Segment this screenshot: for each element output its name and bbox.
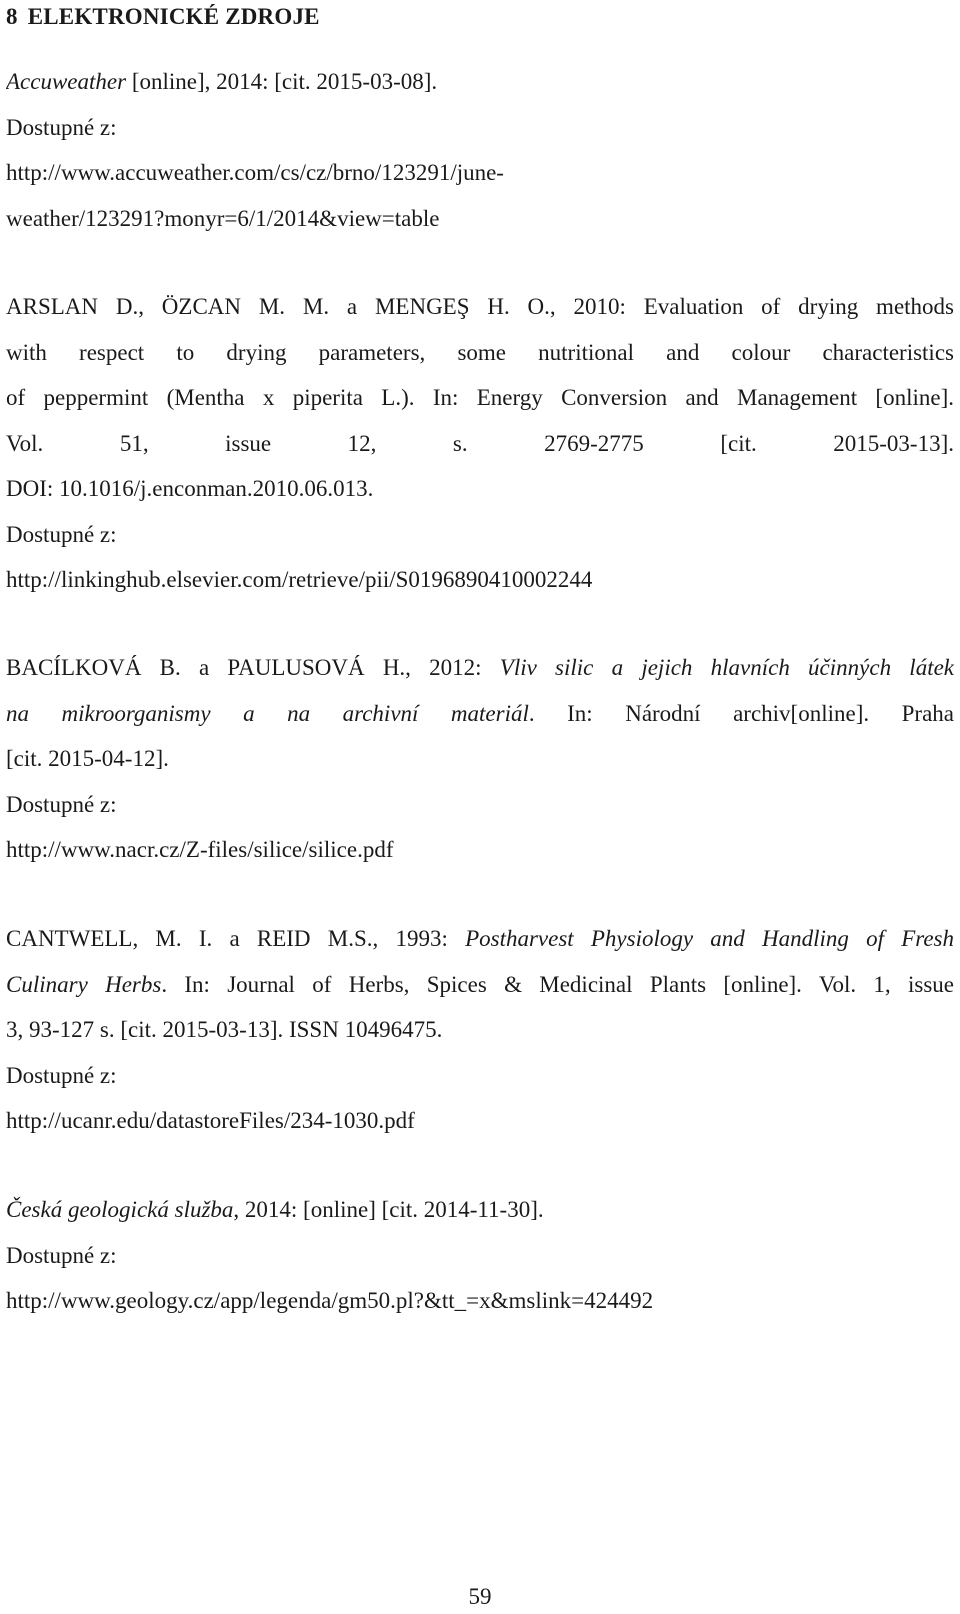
document-page xyxy=(6,0,954,1614)
section-number: 8 xyxy=(6,4,18,29)
reference-entry-arslan xyxy=(6,284,954,603)
reference-line xyxy=(6,962,954,1008)
reference-line xyxy=(6,512,954,558)
reference-text: , 2014: [online] [cit. 2014-11-30]. xyxy=(233,1197,544,1222)
section-title: ELEKTRONICKÉ ZDROJE xyxy=(27,4,320,29)
reference-url-line xyxy=(6,1278,954,1324)
reference-entry-bacilkova xyxy=(6,645,954,873)
reference-text: . In: Journal of Herbs, Spices & Medicinal Plants [online]. Vol. 1, issue xyxy=(161,971,954,997)
reference-url-line xyxy=(6,1098,954,1144)
reference-text: ARSLAN D., ÖZCAN M. M. a MENGEŞ H. O., 2010: Evaluation of drying methods xyxy=(6,294,954,319)
reference-url: http://www.nacr.cz/Z-files/silice/silice.pdf xyxy=(6,837,394,862)
reference-text: CANTWELL, M. I. a REID M.S., 1993: xyxy=(6,926,466,951)
reference-line xyxy=(6,1007,954,1053)
reference-text-italic: na mikroorganismy a na archivní materiál xyxy=(6,700,529,726)
reference-url-line xyxy=(6,196,954,242)
reference-line xyxy=(6,421,954,467)
reference-url-line xyxy=(6,557,954,603)
available-at-label: Dostupné z: xyxy=(6,1062,117,1088)
reference-entry-cantwell xyxy=(6,916,954,1144)
reference-text-italic: Vliv silic a jejich hlavních účinných látek xyxy=(499,655,954,680)
reference-line xyxy=(6,916,954,962)
reference-text: 3, 93-127 s. [cit. 2015-03-13]. ISSN 10496475. xyxy=(6,1017,443,1042)
reference-line xyxy=(6,1233,954,1279)
available-at-label: Dostupné z: xyxy=(6,791,117,817)
reference-line xyxy=(6,691,954,737)
reference-text-italic: Accuweather xyxy=(6,69,127,94)
section-heading xyxy=(6,2,320,32)
reference-line xyxy=(6,375,954,421)
reference-entry-accuweather xyxy=(6,59,954,241)
reference-text: . In: Národní archiv[online]. Praha xyxy=(528,700,954,726)
available-at-label: Dostupné z: xyxy=(6,521,117,547)
reference-url-line xyxy=(6,150,954,196)
reference-url-line xyxy=(6,827,954,873)
available-at-label: Dostupné z: xyxy=(6,1242,117,1268)
reference-line xyxy=(6,1053,954,1099)
reference-text: [cit. 2015-04-12]. xyxy=(6,746,169,771)
reference-text: of peppermint (Mentha x piperita L.). In: Energy Conversion and Management [online]. xyxy=(6,385,954,410)
reference-text-italic: Česká geologická služba xyxy=(6,1197,234,1222)
reference-text: with respect to drying parameters, some nutritional and colour characteristics xyxy=(6,339,954,365)
reference-line xyxy=(6,105,954,151)
reference-url: http://linkinghub.elsevier.com/retrieve/pii/S0196890410002244 xyxy=(6,567,593,592)
reference-text-italic: Postharvest Physiology and Handling of Fresh xyxy=(465,926,954,951)
reference-line xyxy=(6,330,954,376)
reference-line xyxy=(6,782,954,828)
reference-line xyxy=(6,1187,954,1233)
reference-url: http://www.accuweather.com/cs/cz/brno/123291/june- xyxy=(6,160,504,185)
reference-line xyxy=(6,59,954,105)
reference-line xyxy=(6,645,954,691)
reference-text: BACÍLKOVÁ B. a PAULUSOVÁ H., 2012: xyxy=(6,655,500,680)
reference-text-italic: Culinary Herbs xyxy=(6,971,162,997)
reference-url: http://www.geology.cz/app/legenda/gm50.pl?&tt_=x&mslink=424492 xyxy=(6,1288,654,1313)
reference-text: [online], 2014: [cit. 2015-03-08]. xyxy=(126,69,438,94)
available-at-label: Dostupné z: xyxy=(6,114,117,140)
reference-url: http://ucanr.edu/datastoreFiles/234-1030.pdf xyxy=(6,1108,415,1133)
reference-line xyxy=(6,466,954,512)
page-number: 59 xyxy=(468,1584,492,1609)
reference-doi: DOI: 10.1016/j.enconman.2010.06.013. xyxy=(6,476,374,501)
reference-line xyxy=(6,284,954,330)
reference-line xyxy=(6,736,954,782)
reference-url: weather/123291?monyr=6/1/2014&view=table xyxy=(6,205,440,231)
reference-entry-ceska-geologicka-sluzba xyxy=(6,1187,954,1324)
reference-text: Vol. 51, issue 12, s. 2769-2775 [cit. 2015-03-13]. xyxy=(6,430,954,456)
